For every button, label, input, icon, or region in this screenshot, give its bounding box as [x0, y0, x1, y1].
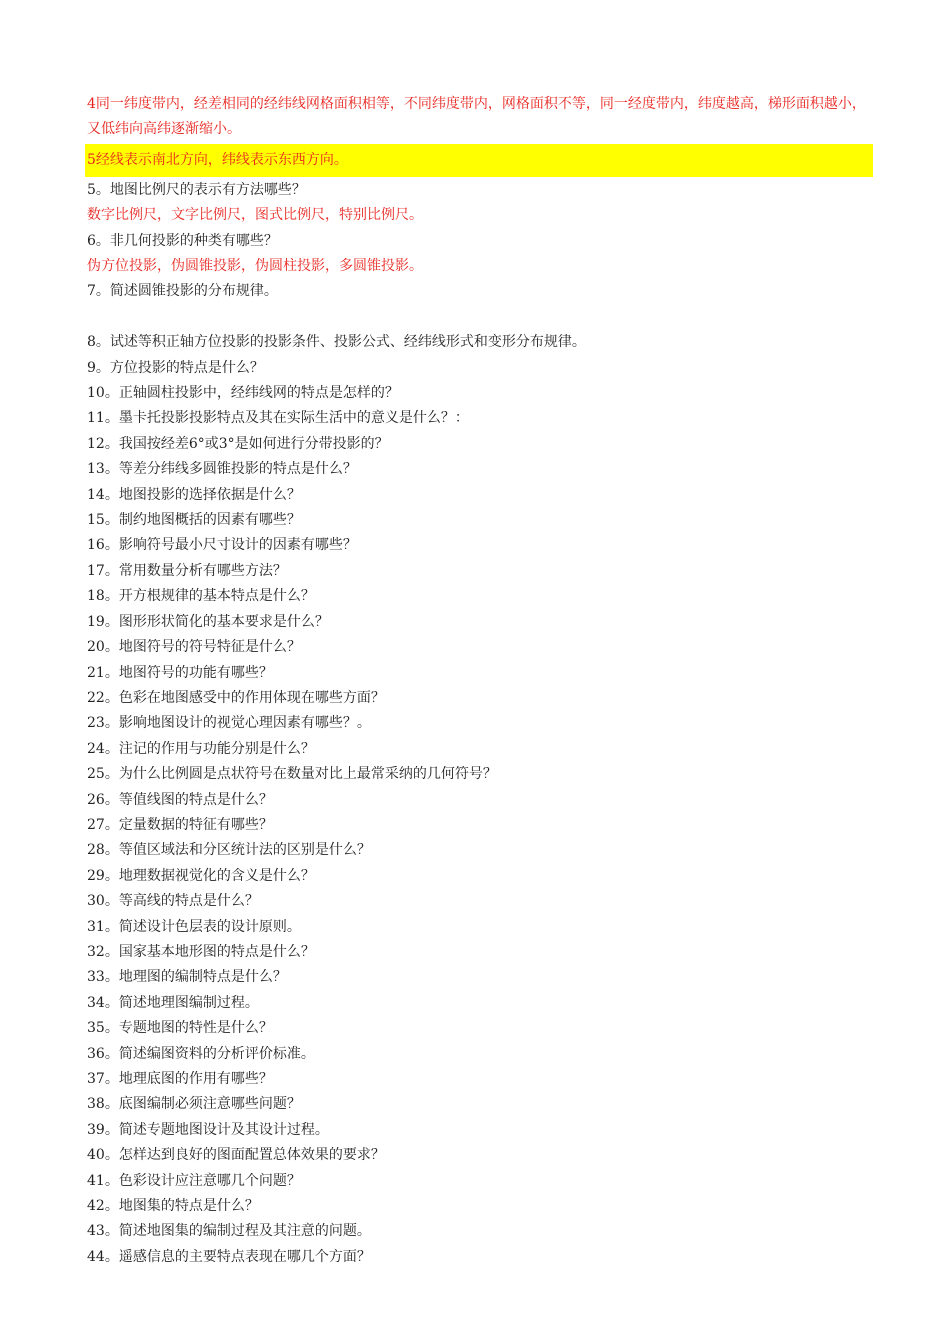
question-item: 10。正轴圆柱投影中，经纬线网的特点是怎样的？ [87, 385, 399, 402]
question-item: 23。影响地图设计的视觉心理因素有哪些？。 [87, 715, 371, 732]
question-item: 30。等高线的特点是什么？ [87, 893, 259, 910]
question-item: 9。方位投影的特点是什么？ [87, 359, 264, 376]
question-item: 43。简述地图集的编制过程及其注意的问题。 [87, 1223, 371, 1240]
question-list [87, 330, 873, 1270]
question-item: 35。专题地图的特性是什么？ [87, 1020, 273, 1037]
document-page [87, 92, 873, 1270]
question-item: 21。地图符号的功能有哪些？ [87, 664, 273, 681]
question-item: 41。色彩设计应注意哪几个问题？ [87, 1172, 301, 1189]
question-item: 31。简述设计色层表的设计原则。 [87, 918, 301, 935]
question-item: 44。遥感信息的主要特点表现在哪几个方面？ [87, 1248, 371, 1265]
question-item: 17。常用数量分析有哪些方法？ [87, 562, 287, 579]
question-item: 25。为什么比例圆是点状符号在数量对比上最常采纳的几何符号？ [87, 766, 497, 783]
question-item: 28。等值区域法和分区统计法的区别是什么？ [87, 842, 371, 859]
question-item: 33。地理图的编制特点是什么？ [87, 969, 287, 986]
answer-4: 4同一纬度带内，经差相同的经纬线网格面积相等，不同纬度带内，网格面积不等，同一经度带内，纬度越高，梯形面积越小，又低纬向高纬逐渐缩小。 [87, 96, 866, 138]
question-item: 14。地图投影的选择依据是什么？ [87, 486, 301, 503]
question-item: 13。等差分纬线多圆锥投影的特点是什么？ [87, 461, 357, 478]
question-item: 22。色彩在地图感受中的作用体现在哪些方面？ [87, 689, 385, 706]
question-item: 18。开方根规律的基本特点是什么？ [87, 588, 315, 605]
question-item: 42。地图集的特点是什么？ [87, 1198, 259, 1215]
answer-5-highlighted: 5经线表示南北方向，纬线表示东西方向。 [85, 144, 873, 177]
question-item: 16。影响符号最小尺寸设计的因素有哪些？ [87, 537, 357, 554]
question-6: 6。非几何投影的种类有哪些？ [87, 232, 278, 249]
question-item: 19。图形形状简化的基本要求是什么？ [87, 613, 329, 630]
blank-line [87, 305, 873, 330]
answer-nongeometric-projections: 伪方位投影，伪圆锥投影，伪圆柱投影，多圆锥投影。 [87, 258, 423, 275]
question-item: 12。我国按经差6°或3°是如何进行分带投影的？ [87, 435, 389, 452]
answer-scale-types: 数字比例尺，文字比例尺，图式比例尺，特别比例尺。 [87, 207, 423, 224]
question-item: 38。底图编制必须注意哪些问题？ [87, 1096, 301, 1113]
question-item: 26。等值线图的特点是什么？ [87, 791, 273, 808]
question-item: 15。制约地图概括的因素有哪些？ [87, 512, 301, 529]
question-item: 37。地理底图的作用有哪些？ [87, 1071, 273, 1088]
question-7: 7。简述圆锥投影的分布规律。 [87, 283, 278, 300]
question-item: 34。简述地理图编制过程。 [87, 994, 259, 1011]
question-5: 5。地图比例尺的表示有方法哪些？ [87, 181, 306, 198]
question-item: 20。地图符号的符号特征是什么？ [87, 639, 301, 656]
question-item: 27。定量数据的特征有哪些？ [87, 816, 273, 833]
question-item: 8。试述等积正轴方位投影的投影条件、投影公式、经纬线形式和变形分布规律。 [87, 334, 586, 351]
question-item: 24。注记的作用与功能分别是什么？ [87, 740, 315, 757]
question-item: 29。地理数据视觉化的含义是什么？ [87, 867, 315, 884]
question-item: 32。国家基本地形图的特点是什么？ [87, 943, 315, 960]
question-item: 40。怎样达到良好的图面配置总体效果的要求？ [87, 1147, 385, 1164]
question-item: 11。墨卡托投影投影特点及其在实际生活中的意义是什么？： [87, 410, 469, 427]
question-item: 39。简述专题地图设计及其设计过程。 [87, 1121, 329, 1138]
question-item: 36。简述编图资料的分析评价标准。 [87, 1045, 315, 1062]
